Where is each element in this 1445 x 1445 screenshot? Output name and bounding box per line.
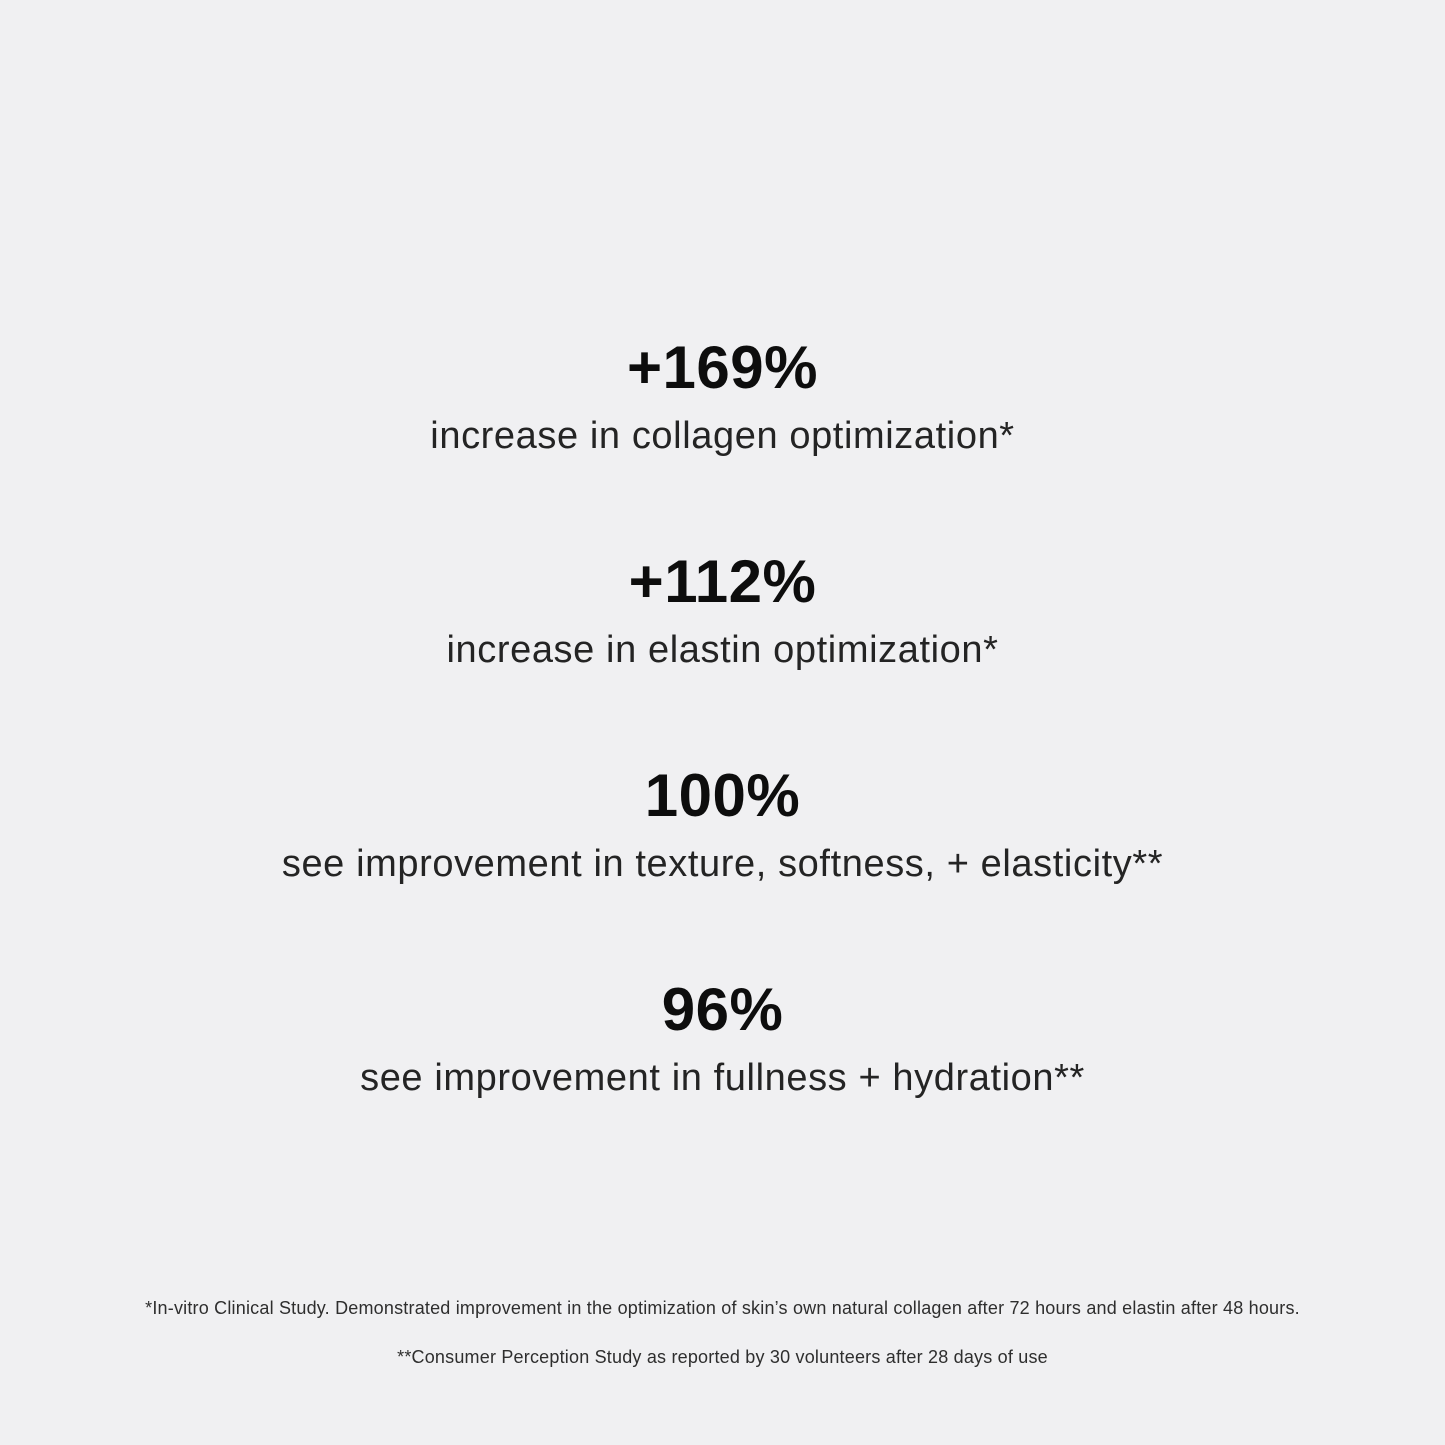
stat-caption: increase in elastin optimization* <box>446 629 999 671</box>
footnote-consumer-study: **Consumer Perception Study as reported by 30 volunteers after 28 days of use <box>397 1347 1048 1367</box>
footnote-clinical-study: *In-vitro Clinical Study. Demonstrated improvement in the optimization of skin’s own natural collagen after 72 hours and elastin after 48 hours. <box>145 1298 1300 1318</box>
footnotes <box>0 1295 1445 1370</box>
stat-value: 100% <box>644 762 801 829</box>
stat-value: +169% <box>627 334 818 401</box>
stat-caption: see improvement in fullness + hydration** <box>360 1057 1085 1099</box>
stat-caption: increase in collagen optimization* <box>430 415 1015 457</box>
stat-elastin <box>0 547 1445 675</box>
stat-value: 96% <box>661 976 784 1043</box>
stat-caption: see improvement in texture, softness, + elasticity** <box>281 843 1164 885</box>
stat-value: +112% <box>628 548 817 615</box>
stat-fullness <box>0 975 1445 1103</box>
stat-texture <box>0 761 1445 889</box>
stat-collagen <box>0 333 1445 461</box>
